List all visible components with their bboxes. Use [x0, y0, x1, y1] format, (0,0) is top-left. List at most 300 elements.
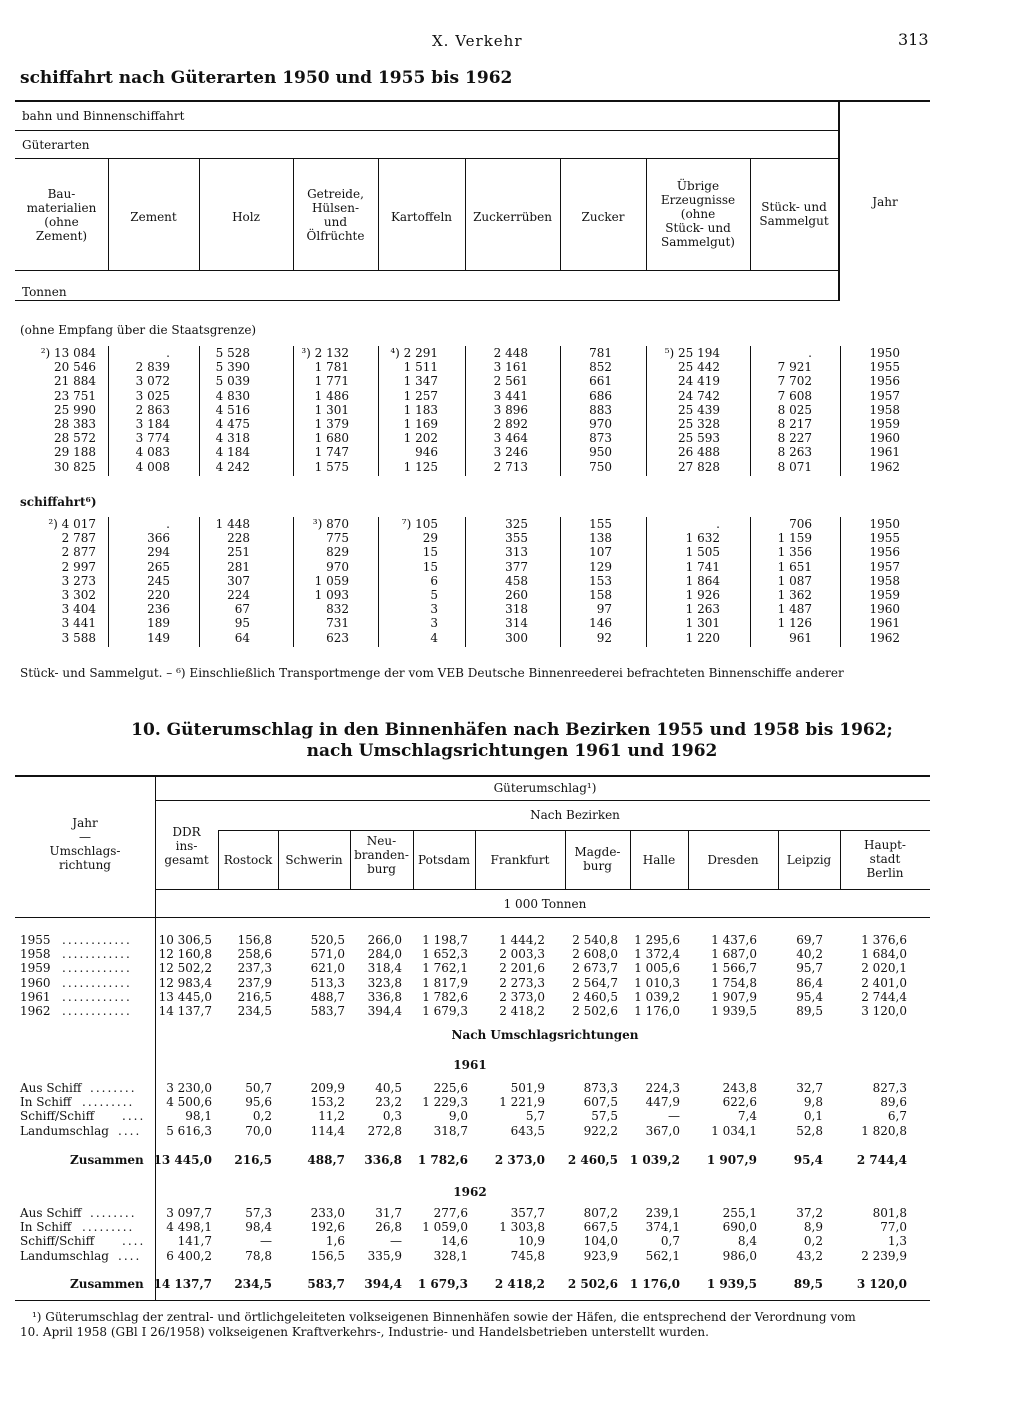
table-cell: 245: [147, 573, 170, 588]
table-cell: 189: [147, 616, 170, 631]
table-cell: ²) 13 084: [40, 346, 96, 360]
table-cell: 10,9: [518, 1234, 545, 1249]
table-cell: 394,4: [367, 1004, 402, 1018]
year-cell: 1960: [869, 602, 900, 617]
column-header: Zement: [130, 210, 177, 224]
year-heading: 1962: [453, 1185, 487, 1199]
table-cell: 89,5: [793, 1277, 823, 1291]
table-cell: 643,5: [510, 1123, 545, 1138]
footnote-1: ¹) Güterumschlag der zentral- und örtlichgeleiteten volkseigenen Binnenhäfen sowie der Häfen, die entsprechend der Verordnung vom: [32, 1310, 856, 1324]
table-cell: 1 487: [777, 602, 812, 617]
table-cell: 2 239,9: [861, 1248, 907, 1263]
row-label: 1958: [20, 947, 51, 962]
table-cell: 1 907,9: [711, 989, 757, 1004]
year-cell: 1955: [869, 531, 900, 546]
table-cell: 2 877: [61, 545, 96, 560]
table-cell: 4 830: [215, 388, 250, 403]
column-divider: [750, 346, 751, 476]
table-cell: 28 572: [54, 431, 96, 446]
table-cell: 922,2: [583, 1123, 618, 1138]
table-cell: 1 202: [403, 431, 438, 446]
table-cell: 1 575: [314, 459, 349, 474]
table-cell: 24 419: [678, 374, 720, 389]
table-cell: 1 907,9: [706, 1153, 757, 1167]
table-cell: 3 441: [493, 388, 528, 403]
table-cell: 2 201,6: [499, 961, 545, 976]
column-divider: [199, 517, 200, 647]
table-cell: 1 126: [777, 616, 812, 631]
table-cell: 2 418,2: [499, 1004, 545, 1018]
table-cell: 1 437,6: [711, 933, 757, 947]
year-cell: 1962: [869, 630, 900, 645]
leader-dots: ............: [62, 961, 132, 976]
leader-dots: ........: [90, 1081, 137, 1095]
table-cell: .: [716, 517, 720, 531]
table-cell: 318,7: [433, 1123, 468, 1138]
table-cell: 272,8: [367, 1123, 402, 1138]
table-cell: 258,6: [237, 947, 272, 962]
table-cell: 3 184: [135, 417, 170, 431]
table-cell: 1 093: [314, 588, 349, 602]
table-cell: 281: [227, 559, 250, 574]
table-cell: 7,4: [737, 1109, 757, 1124]
table-cell: 266,0: [367, 933, 402, 947]
table-cell: 1 005,6: [634, 961, 680, 976]
leader-dots: ....: [122, 1234, 146, 1249]
table-cell: 31,7: [375, 1206, 402, 1220]
table-cell: 661: [589, 374, 612, 389]
table-cell: 1 356: [777, 545, 812, 560]
table-cell: 265: [147, 559, 170, 574]
table-cell: 192,6: [310, 1220, 345, 1235]
table-cell: 745,8: [510, 1248, 545, 1263]
table-cell: 970: [326, 559, 349, 574]
table-cell: 366: [147, 531, 170, 546]
rule: [15, 300, 840, 301]
leader-dots: ....: [122, 1109, 146, 1124]
table-cell: 2 418,2: [494, 1277, 545, 1291]
table-cell: 26,8: [375, 1220, 402, 1235]
table-cell: 77,0: [880, 1220, 907, 1235]
table-cell: 2 744,4: [861, 989, 907, 1004]
table-cell: 95: [234, 616, 250, 631]
year-heading: 1961: [453, 1058, 487, 1072]
table-cell: 323,8: [367, 975, 402, 990]
table-cell: —: [390, 1234, 402, 1249]
table-cell: 2 003,3: [499, 947, 545, 962]
table-cell: 98,1: [185, 1109, 212, 1124]
table-cell: 1 301: [685, 616, 720, 631]
table-cell: 89,5: [796, 1004, 823, 1018]
table-cell: 1 039,2: [629, 1153, 680, 1167]
table-cell: 8 071: [777, 459, 812, 474]
column-header: Frankfurt: [490, 853, 550, 867]
table-cell: 961: [789, 630, 812, 645]
top-rule: [15, 100, 930, 102]
column-header: Bau- materialien (ohne Zement): [26, 187, 97, 243]
table-cell: 237,9: [237, 975, 272, 990]
table-cell: 2 502,6: [572, 1004, 618, 1018]
table-cell: 1 680: [314, 431, 349, 446]
table-cell: 801,8: [872, 1206, 907, 1220]
table-cell: 251: [227, 545, 250, 560]
table-cell: 228: [227, 531, 250, 546]
table-cell: 0,2: [803, 1234, 823, 1249]
table-cell: 1 059,0: [422, 1220, 468, 1235]
table-cell: 23 751: [54, 388, 96, 403]
column-divider: [840, 346, 841, 476]
table-cell: 488,7: [307, 1153, 345, 1167]
leader-dots: ....: [118, 1123, 142, 1138]
table-cell: 513,3: [310, 975, 345, 990]
table-cell: 1 632: [685, 531, 720, 546]
year-cell: 1961: [869, 445, 900, 460]
table-cell: 3 404: [61, 602, 96, 617]
rule: [155, 889, 930, 890]
table-cell: 1 505: [685, 545, 720, 560]
table-cell: 6: [430, 573, 438, 588]
table-cell: 3 072: [135, 374, 170, 389]
table-cell: 225,6: [433, 1081, 468, 1095]
leader-dots: .........: [82, 1220, 135, 1235]
column-header: Zucker: [581, 210, 625, 224]
row-label: Schiff/Schiff: [20, 1234, 95, 1249]
table-cell: 923,9: [583, 1248, 618, 1263]
rule: [15, 917, 930, 918]
table-cell: 583,7: [307, 1277, 345, 1291]
table-cell: 3 120,0: [856, 1277, 907, 1291]
column-header: Jahr: [872, 195, 898, 209]
table-cell: 950: [589, 445, 612, 460]
column-divider: [560, 346, 561, 476]
column-divider: [560, 517, 561, 647]
table-cell: 9,8: [803, 1095, 823, 1110]
table-cell: 12 160,8: [158, 947, 212, 962]
table-cell: 8 217: [777, 417, 812, 431]
table-cell: 781: [589, 346, 612, 360]
table-cell: 2 863: [135, 402, 170, 417]
table-cell: 1 059: [314, 573, 349, 588]
unit-label-bottom: 1 000 Tonnen: [503, 897, 587, 911]
column-header: Halle: [642, 853, 676, 867]
page-number: 313: [898, 30, 929, 49]
column-header: Übrige Erzeugnisse (ohne Stück- und Sammelgut): [660, 179, 736, 249]
table-cell: 1 684,0: [861, 947, 907, 962]
leader-dots: ............: [62, 1004, 132, 1018]
table-cell: 239,1: [645, 1206, 680, 1220]
table-cell: 2 460,5: [572, 989, 618, 1004]
table-cell: 50,7: [245, 1081, 272, 1095]
year-cell: 1959: [869, 588, 900, 602]
column-divider: [155, 917, 156, 1300]
table-cell: 5 616,3: [166, 1123, 212, 1138]
column-header: Potsdam: [417, 853, 470, 867]
table-cell: 153: [589, 573, 612, 588]
table-cell: 8,4: [737, 1234, 757, 1249]
table-cell: 2 713: [493, 459, 528, 474]
table-cell: 1 221,9: [499, 1095, 545, 1110]
table-cell: 1 687,0: [711, 947, 757, 962]
table-cell: 3 120,0: [861, 1004, 907, 1018]
table-cell: 26 488: [678, 445, 720, 460]
table-cell: 284,0: [367, 947, 402, 962]
table-cell: 7 702: [777, 374, 812, 389]
table-cell: 3 161: [493, 360, 528, 375]
table-cell: 1 159: [777, 531, 812, 546]
table-cell: 92: [596, 630, 612, 645]
table-cell: 25 593: [678, 431, 720, 446]
table-cell: 1 301: [314, 402, 349, 417]
table-cell: 827,3: [872, 1081, 907, 1095]
top-table-title: schiffahrt nach Güterarten 1950 und 1955 bis 1962: [20, 68, 513, 88]
table-cell: 25 990: [54, 402, 96, 417]
table-cell: 9,0: [448, 1109, 468, 1124]
row-label: 1960: [20, 975, 51, 990]
table-cell: 1 782,6: [417, 1153, 468, 1167]
leader-dots: ............: [62, 989, 132, 1004]
table-cell: 1 295,6: [634, 933, 680, 947]
table-cell: 146: [589, 616, 612, 631]
table-cell: .: [166, 517, 170, 531]
row-label: Landumschlag: [20, 1123, 109, 1138]
table-cell: 2 744,4: [856, 1153, 907, 1167]
table-cell: 986,0: [722, 1248, 757, 1263]
table-cell: 25 328: [678, 417, 720, 431]
table-cell: 667,5: [583, 1220, 618, 1235]
section1-label: (ohne Empfang über die Staatsgrenze): [20, 323, 257, 337]
table-cell: 1 263: [685, 602, 720, 617]
table-cell: 1 087: [777, 573, 812, 588]
table-cell: 32,7: [796, 1081, 823, 1095]
table-cell: 458: [505, 573, 528, 588]
table-cell: 807,2: [583, 1206, 618, 1220]
table-cell: 355: [505, 531, 528, 546]
table-cell: 1 782,6: [422, 989, 468, 1004]
table-cell: 488,7: [310, 989, 345, 1004]
table-cell: 1 220: [685, 630, 720, 645]
row-label: In Schiff: [20, 1220, 72, 1235]
year-cell: 1950: [869, 346, 900, 360]
table-cell: 571,0: [310, 947, 345, 962]
table-cell: 1 747: [314, 445, 349, 460]
table-cell: ⁵) 25 194: [664, 346, 720, 360]
table-cell: 8 263: [777, 445, 812, 460]
table-cell: 3 097,7: [166, 1206, 212, 1220]
table-cell: 852: [589, 360, 612, 375]
table-cell: 4 516: [215, 402, 250, 417]
table-cell: 220: [147, 588, 170, 602]
table-cell: 374,1: [645, 1220, 680, 1235]
table-cell: 4 318: [215, 431, 250, 446]
table-cell: 562,1: [645, 1248, 680, 1263]
table-cell: 14 137,7: [158, 1004, 212, 1018]
table-cell: 40,2: [796, 947, 823, 962]
table-cell: 14,6: [441, 1234, 468, 1249]
table-cell: 86,4: [796, 975, 823, 990]
table-cell: 57,5: [591, 1109, 618, 1124]
table-cell: 1 939,5: [706, 1277, 757, 1291]
table-cell: 156,5: [310, 1248, 345, 1263]
group-header-bezirke: Nach Bezirken: [530, 808, 620, 822]
table-cell: 2 839: [135, 360, 170, 375]
year-cell: 1956: [869, 374, 900, 389]
table-cell: 5,7: [525, 1109, 545, 1124]
table-cell: 300: [505, 630, 528, 645]
column-divider: [378, 346, 379, 476]
table-cell: 2 448: [493, 346, 528, 360]
row-label: In Schiff: [20, 1095, 72, 1110]
band-label-1: bahn und Binnenschiffahrt: [22, 109, 185, 123]
table-cell: 43,2: [796, 1248, 823, 1263]
table-cell: 0,2: [252, 1109, 272, 1124]
table-cell: 260: [505, 588, 528, 602]
table-cell: 3 441: [61, 616, 96, 631]
table-cell: —: [260, 1234, 272, 1249]
table-cell: 8 227: [777, 431, 812, 446]
column-divider: [465, 517, 466, 647]
table-cell: 2 020,1: [861, 961, 907, 976]
table-cell: 447,9: [645, 1095, 680, 1110]
table-cell: 1 039,2: [634, 989, 680, 1004]
table-cell: 7 608: [777, 388, 812, 403]
table-cell: 129: [589, 559, 612, 574]
table-cell: 4 475: [215, 417, 250, 431]
table-cell: 394,4: [364, 1277, 402, 1291]
row-label: 1959: [20, 961, 51, 976]
table-cell: 0,3: [382, 1109, 402, 1124]
column-header: Getreide, Hülsen- und Ölfrüchte: [306, 187, 365, 243]
table-cell: 97: [596, 602, 612, 617]
rule: [218, 830, 930, 831]
column-divider: [646, 346, 647, 476]
table-cell: 237,3: [237, 961, 272, 976]
rule: [15, 158, 838, 159]
table-cell: 1 448: [215, 517, 250, 531]
table-cell: 2 997: [61, 559, 96, 574]
subsection-label: Nach Umschlagsrichtungen: [451, 1028, 639, 1042]
table-cell: 29: [422, 531, 438, 546]
bottom-top-rule: [15, 775, 930, 777]
table-cell: 829: [326, 545, 349, 560]
table-cell: 1 679,3: [417, 1277, 468, 1291]
year-cell: 1962: [869, 459, 900, 474]
table-cell: 13 445,0: [153, 1153, 212, 1167]
table-cell: 4 500,6: [166, 1095, 212, 1110]
table-cell: 731: [326, 616, 349, 631]
column-divider: [465, 346, 466, 476]
rule: [15, 130, 838, 131]
year-cell: 1956: [869, 545, 900, 560]
table-cell: 3 774: [135, 431, 170, 446]
table-cell: 2 787: [61, 531, 96, 546]
row-label: Zusammen: [70, 1277, 144, 1291]
table-cell: 1 486: [314, 388, 349, 403]
table-cell: 501,9: [510, 1081, 545, 1095]
table-cell: 4 242: [215, 459, 250, 474]
table-cell: 873: [589, 431, 612, 446]
table-cell: 236: [147, 602, 170, 617]
table-cell: 1 034,1: [711, 1123, 757, 1138]
row-label: Aus Schiff: [20, 1081, 82, 1095]
table-cell: 28 383: [54, 417, 96, 431]
table-cell: 1 169: [403, 417, 438, 431]
table-cell: 12 502,2: [158, 961, 212, 976]
table-cell: 2 892: [493, 417, 528, 431]
table-cell: 3 896: [493, 402, 528, 417]
table-cell: 4 008: [135, 459, 170, 474]
table-cell: —: [668, 1109, 680, 1124]
table-cell: 970: [589, 417, 612, 431]
table-cell: 21 884: [54, 374, 96, 389]
table-cell: 95,7: [796, 961, 823, 976]
table-cell: 775: [326, 531, 349, 546]
table-cell: 8,9: [803, 1220, 823, 1235]
table-cell: 89,6: [880, 1095, 907, 1110]
leader-dots: ............: [62, 933, 132, 947]
table-cell: 1 651: [777, 559, 812, 574]
table-cell: 832: [326, 602, 349, 617]
table-cell: 4 498,1: [166, 1220, 212, 1235]
table-cell: 10 306,5: [158, 933, 212, 947]
year-cell: 1958: [869, 402, 900, 417]
table-cell: 1 762,1: [422, 961, 468, 976]
leader-dots: ........: [90, 1206, 137, 1220]
table-cell: 750: [589, 459, 612, 474]
table-cell: 686: [589, 388, 612, 403]
table-cell: 1 444,2: [499, 933, 545, 947]
table-cell: 0,7: [660, 1234, 680, 1249]
table-cell: 15: [422, 545, 438, 560]
column-header: Leipzig: [786, 853, 832, 867]
row-label: 1962: [20, 1004, 51, 1018]
table-cell: .: [166, 346, 170, 360]
group-header-gueterumschlag: Güterumschlag¹): [493, 781, 597, 795]
table-cell: 2 460,5: [567, 1153, 618, 1167]
table-cell: 1,6: [325, 1234, 345, 1249]
table-cell: 3 588: [61, 630, 96, 645]
year-cell: 1959: [869, 417, 900, 431]
table-cell: 336,8: [367, 989, 402, 1004]
table-cell: 277,6: [433, 1206, 468, 1220]
table-cell: 1 566,7: [711, 961, 757, 976]
table-cell: 6,7: [887, 1109, 907, 1124]
table-cell: ⁷) 105: [401, 517, 438, 531]
column-divider: [293, 346, 294, 476]
column-header: Kartoffeln: [390, 210, 453, 224]
table-cell: 1 372,4: [634, 947, 680, 962]
table-cell: 4 083: [135, 445, 170, 460]
table-cell: 37,2: [796, 1206, 823, 1220]
table-cell: .: [808, 346, 812, 360]
table-cell: 5: [430, 588, 438, 602]
table-cell: 520,5: [310, 933, 345, 947]
table-cell: 5 039: [215, 374, 250, 389]
table-cell: ³) 870: [312, 517, 349, 531]
table-cell: 95,4: [796, 989, 823, 1004]
table-cell: 1 781: [314, 360, 349, 375]
section-title: X. Verkehr: [432, 32, 523, 50]
column-header: Rostock: [223, 853, 273, 867]
table-cell: 1 939,5: [711, 1004, 757, 1018]
table-cell: 1 303,8: [499, 1220, 545, 1235]
table-cell: 27 828: [678, 459, 720, 474]
table-cell: ³) 2 132: [301, 346, 349, 360]
table-cell: 233,0: [310, 1206, 345, 1220]
table-cell: 2 502,6: [567, 1277, 618, 1291]
column-divider: [108, 517, 109, 647]
table-cell: 64: [234, 630, 250, 645]
table-cell: 98,4: [245, 1220, 272, 1235]
